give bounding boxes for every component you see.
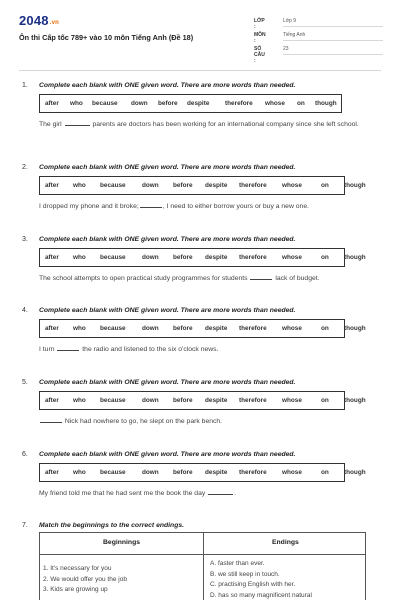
word-option: though xyxy=(344,325,366,332)
word-option: down xyxy=(142,469,159,476)
word-option: despite xyxy=(205,469,228,476)
word-option: despite xyxy=(205,325,228,332)
column-header-endings: Endings xyxy=(272,539,299,546)
meta-key: SỐ CÂU : xyxy=(254,46,265,64)
question-sentence xyxy=(39,119,384,131)
sentence-part: , I need to either borrow yours or buy a new one. xyxy=(162,203,309,210)
word-option: though xyxy=(344,397,366,404)
word-option: who xyxy=(70,100,83,107)
beginning-item: 1. It's necessary for you xyxy=(43,565,112,572)
word-option: who xyxy=(73,325,86,332)
site-logo[interactable] xyxy=(19,13,59,28)
answer-blank[interactable] xyxy=(208,488,233,495)
sentence-part: lack of budget. xyxy=(275,275,320,282)
word-option: after xyxy=(45,469,59,476)
word-option: down xyxy=(142,397,159,404)
answer-blank[interactable] xyxy=(40,416,62,423)
word-option: despite xyxy=(187,100,210,107)
word-option: whose xyxy=(265,100,285,107)
beginning-item: 3. Kids are growing up xyxy=(43,586,108,593)
answer-blank[interactable] xyxy=(65,119,90,126)
word-box xyxy=(39,319,366,338)
question-sentence xyxy=(39,273,384,285)
word-option: after xyxy=(45,397,59,404)
word-box xyxy=(39,176,366,195)
word-option: down xyxy=(131,100,148,107)
word-option: therefore xyxy=(239,325,267,332)
sentence-part: I dropped my phone and it broke; xyxy=(39,203,139,210)
sentence-part: The girl xyxy=(39,121,62,128)
word-option: though xyxy=(315,100,337,107)
word-option: who xyxy=(73,469,86,476)
word-option: therefore xyxy=(225,100,253,107)
word-box xyxy=(39,94,342,113)
question-number: 1. xyxy=(22,82,28,89)
beginning-item: 2. We would offer you the job xyxy=(43,575,127,583)
word-option: therefore xyxy=(239,397,267,404)
word-option: on xyxy=(321,254,329,261)
logo-suffix: .vn xyxy=(49,20,60,26)
word-option: whose xyxy=(282,182,302,189)
meta-key: MÔN : xyxy=(254,32,266,44)
meta-value: Lớp 9 xyxy=(283,18,383,27)
answer-blank[interactable] xyxy=(250,273,272,280)
word-option: whose xyxy=(282,325,302,332)
sentence-part: Nick had nowhere to go, he slept on the park bench. xyxy=(64,418,223,425)
word-option: before xyxy=(173,397,193,404)
word-option: on xyxy=(297,100,305,107)
question-instruction: Match the beginnings to the correct endings. xyxy=(39,522,185,529)
question-number: 3. xyxy=(22,236,28,243)
word-option: because xyxy=(92,100,118,107)
ending-item: A. faster than ever. xyxy=(210,560,265,567)
word-option: therefore xyxy=(239,182,267,189)
question-number: 6. xyxy=(22,451,28,458)
word-option: after xyxy=(45,100,59,107)
word-option: on xyxy=(321,397,329,404)
word-option: on xyxy=(321,182,329,189)
word-option: after xyxy=(45,182,59,189)
word-option: because xyxy=(100,469,126,476)
question-sentence xyxy=(39,488,384,500)
ending-item: D. has so many magnificent natural xyxy=(210,591,312,599)
word-option: who xyxy=(73,182,86,189)
word-option: down xyxy=(142,254,159,261)
word-option: who xyxy=(73,397,86,404)
word-option: despite xyxy=(205,182,228,189)
word-box xyxy=(39,463,366,482)
question-instruction: Complete each blank with ONE given word. There are more words than needed. xyxy=(39,164,296,171)
meta-key: LỚP : xyxy=(254,18,265,30)
word-option: before xyxy=(173,469,193,476)
word-option: because xyxy=(100,254,126,261)
word-box xyxy=(39,248,366,267)
word-option: whose xyxy=(282,397,302,404)
sentence-part: My friend told me that he had sent me the book the day xyxy=(39,490,206,497)
beginnings-list xyxy=(43,564,127,596)
question-number: 5. xyxy=(22,379,28,386)
question-sentence xyxy=(39,201,384,213)
word-option: though xyxy=(344,254,366,261)
sentence-part: . xyxy=(234,490,237,497)
word-option: though xyxy=(344,182,366,189)
question-instruction: Complete each blank with ONE given word. There are more words than needed. xyxy=(39,307,296,314)
answer-blank[interactable] xyxy=(57,344,79,351)
word-option: though xyxy=(344,469,366,476)
word-option: down xyxy=(142,325,159,332)
table-header-row xyxy=(40,533,365,555)
sentence-part: The school attempts to open practical study programmes for students xyxy=(39,275,248,282)
word-option: before xyxy=(158,100,178,107)
word-option: before xyxy=(173,325,193,332)
word-option: whose xyxy=(282,469,302,476)
word-option: despite xyxy=(205,397,228,404)
endings-list xyxy=(210,559,365,600)
word-option: because xyxy=(100,397,126,404)
question-number: 7. xyxy=(22,522,28,529)
question-instruction: Complete each blank with ONE given word. There are more words than needed. xyxy=(39,82,296,89)
column-header-beginnings: Beginnings xyxy=(103,539,141,546)
word-option: before xyxy=(173,254,193,261)
worksheet-header xyxy=(0,0,400,64)
word-option: because xyxy=(100,182,126,189)
sentence-part: parents are doctors has been working for an international company since she left school. xyxy=(92,121,359,128)
question-instruction: Complete each blank with ONE given word. There are more words than needed. xyxy=(39,451,296,458)
word-option: after xyxy=(45,325,59,332)
word-option: therefore xyxy=(239,254,267,261)
word-option: despite xyxy=(205,254,228,261)
sentence-part: I turn xyxy=(39,346,55,353)
question-instruction: Complete each blank with ONE given word. There are more words than needed. xyxy=(39,236,296,243)
word-option: whose xyxy=(282,254,302,261)
question-instruction: Complete each blank with ONE given word. There are more words than needed. xyxy=(39,379,296,386)
logo-text: 2048 xyxy=(19,13,49,28)
word-option: before xyxy=(173,182,193,189)
header-divider xyxy=(19,70,381,71)
exam-title: Ôn thi Cấp tốc 789+ vào 10 môn Tiếng Anh (Đề 18) xyxy=(19,33,194,42)
word-option: on xyxy=(321,325,329,332)
word-option: who xyxy=(73,254,86,261)
match-table xyxy=(39,532,366,600)
ending-item: B. we still keep in touch. xyxy=(210,570,280,578)
question-number: 2. xyxy=(22,164,28,171)
question-sentence xyxy=(39,416,384,428)
meta-value: Tiếng Anh xyxy=(283,32,383,41)
question-number: 4. xyxy=(22,307,28,314)
answer-blank[interactable] xyxy=(140,201,162,208)
word-option: after xyxy=(45,254,59,261)
word-option: therefore xyxy=(239,469,267,476)
ending-item: C. practising English with her. xyxy=(210,581,296,588)
sentence-part: the radio and listened to the six o'clock news. xyxy=(82,346,219,353)
word-box xyxy=(39,391,366,410)
word-option: because xyxy=(100,325,126,332)
meta-value: 23 xyxy=(283,46,383,55)
question-sentence xyxy=(39,344,384,356)
word-option: down xyxy=(142,182,159,189)
word-option: on xyxy=(321,469,329,476)
